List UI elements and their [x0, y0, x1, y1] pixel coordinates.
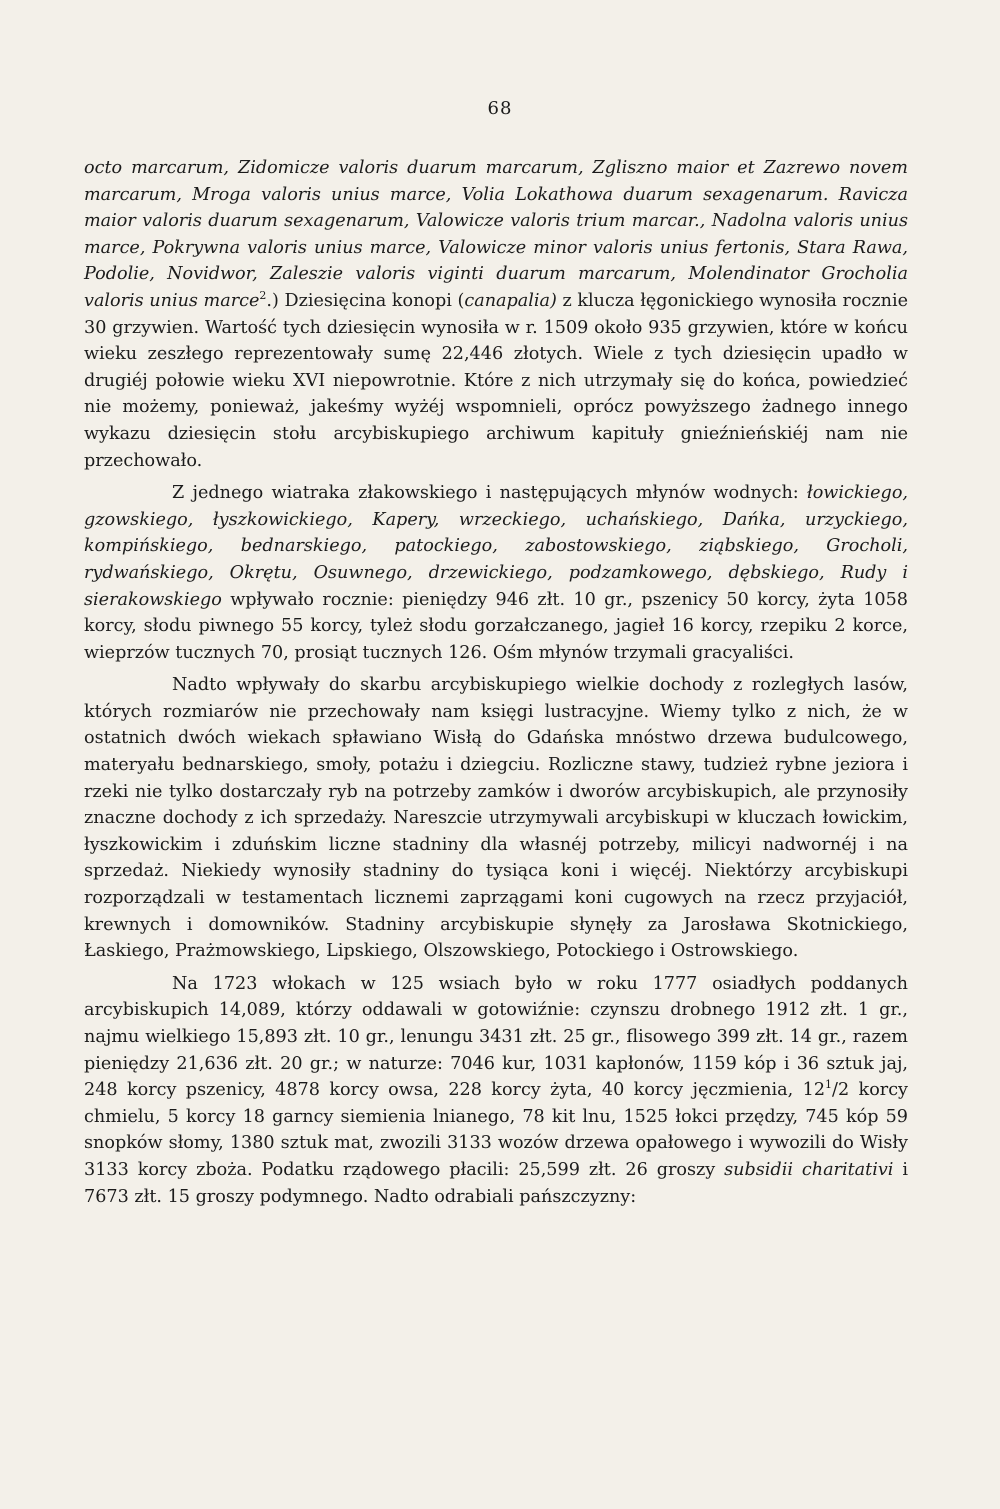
- paragraph-2: [84, 480, 908, 666]
- footnote-ref: 2: [259, 289, 267, 303]
- text-segment: Z jednego wiatraka złakowskiego i następujących młynów wodnych:: [172, 483, 808, 504]
- text-segment: canapalia): [464, 290, 557, 311]
- fraction-numerator: 1: [825, 1078, 833, 1092]
- text-segment: subsidii charitativi: [724, 1159, 894, 1180]
- text-segment: /2 korcy chmielu, 5 korcy 18 garncy siemienia lnianego, 78 kit lnu, 1525 łokci przędzy, 745 kóp 59 snopków słomy, 1380 sztuk mat, zwozili 3133 wozów drzewa opałowego i wywozili do Wisły 3133 korcy zboża. Podatku rządowego płacili: 25,599 złt. 26 groszy: [84, 1080, 908, 1180]
- text-segment: z klucza łęgonickiego wynosiła rocznie 30 grzywien. Wartość tych dziesięcin wynosiła w r. 1509 około 935 grzywien, które w końcu wieku zeszłego reprezentowały sumę 22,446 złotych. Wiele z tych dziesięcin upadło w drugiéj połowie wieku XVI niepowrotnie. Które z nich utrzymały się do końca, powiedzieć nie możemy, ponieważ, jakeśmy wyżéj wspomnieli, oprócz powyższego żadnego innego wykazu dziesięcin stołu arcybiskupiego archiwum kapituły gnieźnieńskiéj nam nie przechowało.: [84, 290, 908, 471]
- paragraph-1: [84, 155, 908, 474]
- text-segment: łowickiego, gzowskiego, łyszkowickiego, Kapery, wrzeckiego, uchańskiego, Dańka, urzyckiego, kompińskiego, bednarskiego, patockiego, zabostowskiego, ziąbskiego, Grocholi, rydwańskiego, Okrętu, Osuwnego, drzewickiego, podzamkowego, dębskiego, Rudy i sierakowskiego: [84, 483, 908, 610]
- text-segment: octo marcarum, Zidomicze valoris duarum marcarum, Zgliszno maior et Zazrewo novem marcarum, Mroga valoris unius marce, Volia Lokathowa duarum sexagenarum. Ravicza maior valoris duarum sexagenarum, Valowicze valoris trium marcar., Nadolna valoris unius marce, Pokrywna valoris unius marce, Valowicze minor valoris unius fertonis, Stara Rawa, Podolie, Novidwor, Zaleszie valoris viginti duarum marcarum, Molendinator Grocholia valoris unius marce: [84, 158, 908, 311]
- paragraph-4: [84, 971, 908, 1210]
- text-segment: Nadto wpływały do skarbu arcybiskupiego wielkie dochody z rozległych lasów, których rozmiarów nie przechowały nam księgi lustracyjne. Wiemy tylko z nich, że w ostatnich dwóch wiekach spławiano Wisłą do Gdańska mnóstwo drzewa budulcowego, materyału bednarskiego, smoły, potażu i dziegciu. Rozliczne stawy, tudzież rybne jeziora i rzeki nie tylko dostarczały ryb na potrzeby zamków i dworów arcybiskupich, ale przynosiły znaczne dochody z ich sprzedaży. Nareszcie utrzymywali arcybiskupi w kluczach łowickim, łyszkowickim i zduńskim liczne stadniny dla własnéj potrzeby, milicyi nadwornéj i na sprzedaż. Niekiedy wynosiły stadniny do tysiąca koni i więcéj. Niektórzy arcybiskupi rozporządzali w testamentach licznemi zaprzągami koni cugowych na rzecz przyjaciół, krewnych i domowników. Stadniny arcybiskupie słynęły za Jarosława Skotnickiego, Łaskiego, Prażmowskiego, Lipskiego, Olszowskiego, Potockiego i Ostrowskiego.: [84, 675, 908, 962]
- text-segment: wpływało rocznie: pieniędzy 946 złt. 10 gr., pszenicy 50 korcy, żyta 1058 korcy, słodu piwnego 55 korcy, tyleż słodu gorzałczanego, jagieł 16 korcy, rzepiku 2 korce, wieprzów tucznych 70, prosiąt tucznych 126. Ośm młynów trzymali gracyaliści.: [84, 589, 908, 663]
- text-segment: .) Dziesięcina konopi (: [266, 290, 465, 311]
- body-text: [84, 155, 908, 1210]
- page-number: 68: [487, 98, 513, 119]
- text-segment: i 7673 złt. 15 groszy podymnego. Nadto odrabiali pańszczyzny:: [84, 1159, 908, 1207]
- paragraph-3: [84, 672, 908, 965]
- text-segment: Na 1723 włokach w 125 wsiach było w roku 1777 osiadłych poddanych arcybiskupich 14,089, którzy oddawali w gotowiźnie: czynszu drobnego 1912 złt. 1 gr., najmu wielkiego 15,893 złt. 10 gr., lenungu 3431 złt. 25 gr., flisowego 399 złt. 14 gr., razem pieniędzy 21,636 złt. 20 gr.; w naturze: 7046 kur, 1031 kapłonów, 1159 kóp i 36 sztuk jaj, 248 korcy pszenicy, 4878 korcy owsa, 228 korcy żyta, 40 korcy jęczmienia, 12: [84, 973, 908, 1101]
